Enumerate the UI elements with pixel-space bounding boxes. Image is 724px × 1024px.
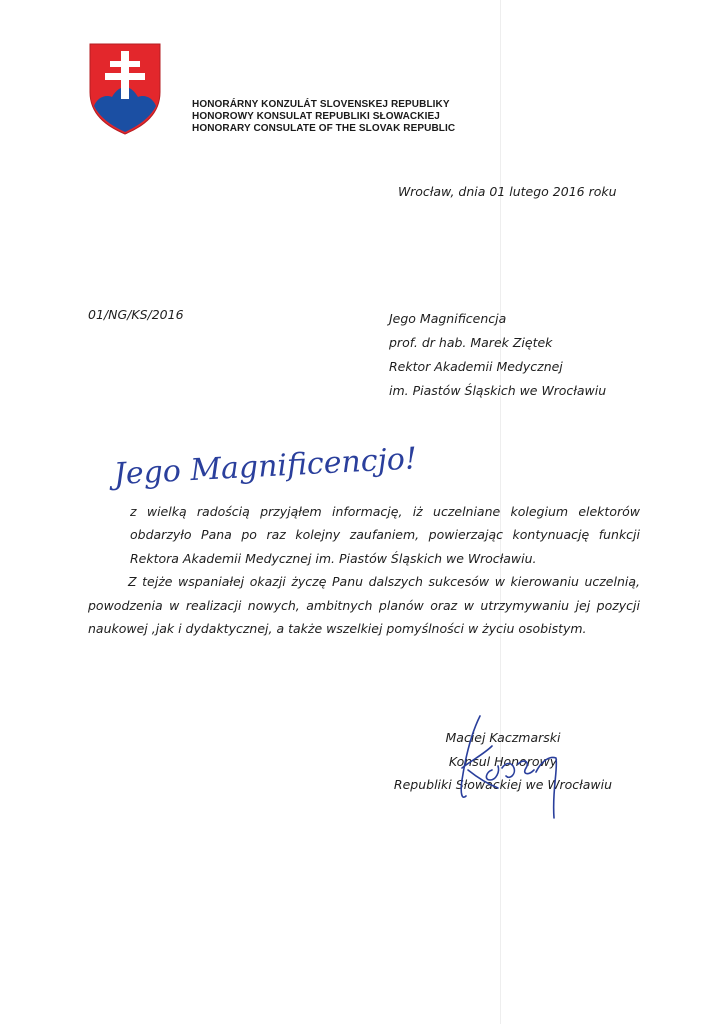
header-line-polish: HONOROWY KONSULAT REPUBLIKI SŁOWACKIEJ (192, 111, 440, 122)
handwritten-signature (432, 710, 582, 840)
paragraph-1: z wielką radością przyjąłem informację, iż uczelniane kolegium elektorów obdarzyło Pana po raz kolejny zaufaniem, powierzając kontynuację funkcji Rektora Akademii Medycznej im. Piastów Śląskich we Wrocławiu. (130, 504, 640, 566)
recipient-address (389, 307, 606, 403)
paragraph-2: Z tejże wspaniałej okazji życzę Panu dalszych sukcesów w kierowaniu uczelnią, powodzenia w realizacji nowych, ambitnych planów oraz w utrzymywaniu jej pozycji naukowej ,jak i dydaktycznej, a także wszelkiej pomyślności w życiu osobistym. (88, 574, 640, 637)
letter-body (88, 500, 640, 640)
header-line-english: HONORARY CONSULATE OF THE SLOVAK REPUBLIC (192, 123, 456, 134)
consulate-header (192, 99, 455, 135)
slovak-coat-of-arms-icon (88, 42, 162, 136)
recipient-line-4: im. Piastów Śląskich we Wrocławiu (389, 383, 607, 398)
signatory-title: Konsul Honorowy (448, 753, 558, 769)
letter-date: Wrocław, dnia 01 lutego 2016 roku (398, 184, 617, 199)
signatory-name: Maciej Kaczmarski (445, 730, 561, 745)
salutation-text: Jego Magnificencjo! (112, 441, 418, 493)
recipient-line-1: Jego Magnificencja (389, 311, 507, 326)
recipient-line-3: Rektor Akademii Medycznej (389, 359, 563, 374)
signatory-institution: Republiki Słowackiej we Wrocławiu (393, 777, 613, 792)
reference-number: 01/NG/KS/2016 (88, 307, 184, 322)
header-line-slovak: HONORÁRNY KONZULÁT SLOVENSKEJ REPUBLIKY (192, 99, 450, 110)
recipient-line-2: prof. dr hab. Marek Ziętek (389, 335, 553, 350)
